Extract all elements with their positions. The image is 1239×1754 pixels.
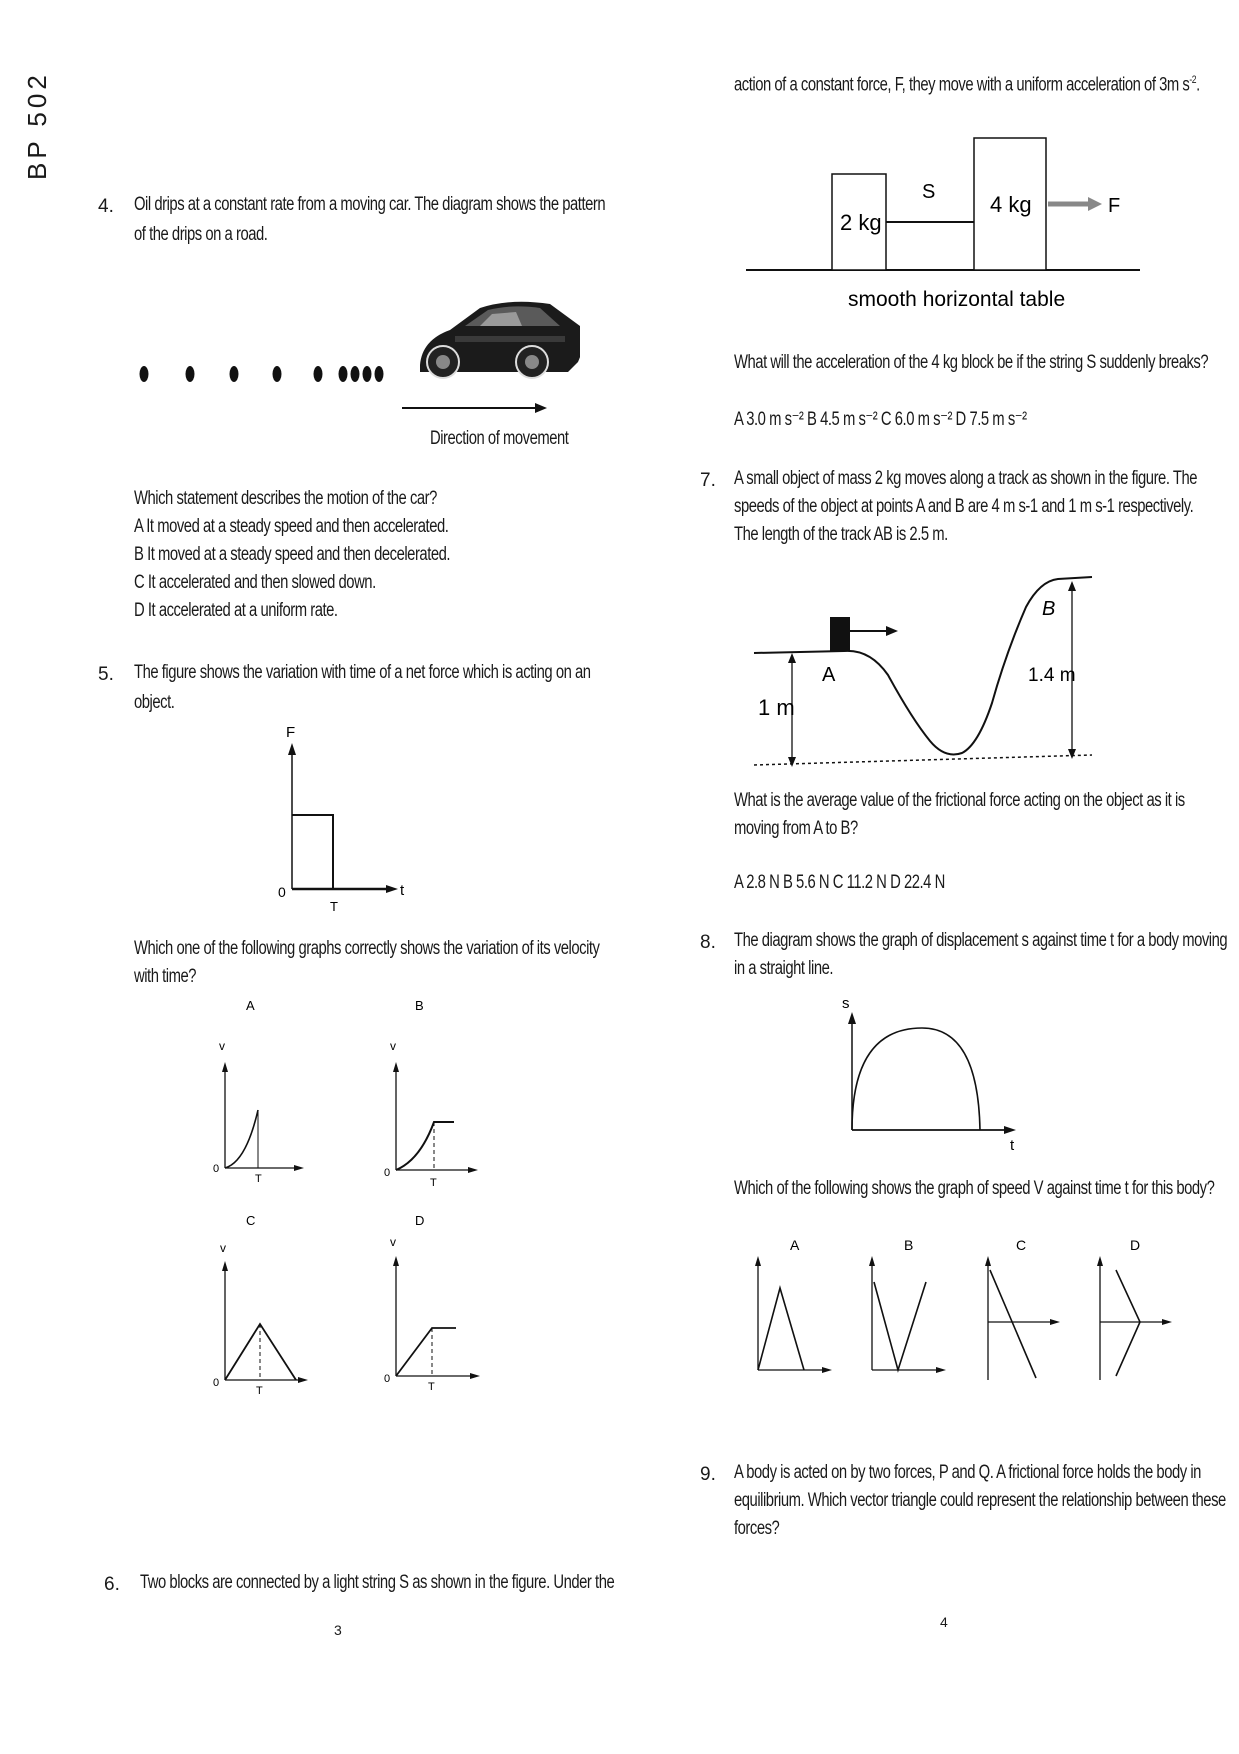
q5-question-line2: with time? — [134, 966, 197, 987]
page-number-right: 4 — [940, 1614, 948, 1630]
f-axis-arrowhead — [288, 743, 296, 755]
q8-text-line2: in a straight line. — [734, 958, 834, 979]
q8-option-graphs — [740, 1230, 1180, 1380]
q4-text-line1: Oil drips at a constant rate from a moving car. The diagram shows the pattern — [134, 194, 606, 215]
q6-text-line1: Two blocks are connected by a light string S as shown in the figure. Under the — [140, 1572, 615, 1593]
q6-options: A 3.0 m s⁻² B 4.5 m s⁻² C 6.0 m s⁻² D 7.5 m s⁻² — [734, 409, 1027, 430]
q8-graph-label-a: A — [790, 1237, 800, 1253]
force-label: F — [1108, 195, 1121, 217]
force-pulse — [292, 815, 333, 889]
height-1m-label: 1 m — [758, 695, 795, 720]
car-icon — [420, 302, 580, 378]
q4-number: 4. — [98, 196, 114, 217]
oil-drip — [339, 366, 348, 382]
q7-text-line1: A small object of mass 2 kg moves along a track as shown in the figure. The — [734, 468, 1198, 489]
point-b-label: B — [1042, 598, 1056, 620]
q6-question: What will the acceleration of the 4 kg block be if the string S suddenly breaks? — [734, 352, 1209, 373]
height-14m-label: 1.4 m — [1028, 665, 1076, 686]
origin-label: 0 — [278, 884, 286, 900]
q8-text-line1: The diagram shows the graph of displacement s against time t for a body moving — [734, 930, 1228, 951]
exam-code: BP 502 — [22, 71, 52, 180]
q4-option-a: A It moved at a steady speed and then accelerated. — [134, 516, 449, 537]
q4-text-line2: of the drips on a road. — [134, 224, 268, 245]
graph-label-c: C — [246, 1213, 256, 1228]
s-axis-label: s — [842, 995, 850, 1012]
q8-graph-c — [985, 1256, 1060, 1380]
graph-a-v-label: v — [219, 1039, 225, 1053]
q4-option-d: D It accelerated at a uniform rate. — [134, 600, 338, 621]
table-label: smooth horizontal table — [848, 288, 1066, 311]
q4-direction-label: Direction of movement — [430, 428, 569, 449]
graph-d-origin: 0 — [384, 1373, 391, 1385]
graph-b — [384, 1039, 478, 1189]
q9-number: 9. — [700, 1464, 716, 1485]
q8-graph-b — [869, 1256, 946, 1373]
velocity-arrowhead — [886, 626, 898, 636]
tick-T-label: T — [330, 899, 338, 914]
q8-graph-d — [1097, 1256, 1172, 1380]
graph-c-tick: T — [256, 1385, 263, 1397]
graph-d — [384, 1235, 480, 1393]
string-label: S — [922, 181, 936, 203]
q4-option-b: B It moved at a steady speed and then decelerated. — [134, 544, 451, 565]
q4-question: Which statement describes the motion of the car? — [134, 488, 437, 509]
q6-cont-end: . — [1196, 74, 1200, 96]
q9-text-line2: equilibrium. Which vector triangle could represent the relationship between these — [734, 1490, 1226, 1511]
page-number-left: 3 — [334, 1622, 342, 1638]
force-arrowhead — [1088, 197, 1102, 211]
f-axis-label: F — [286, 725, 296, 741]
q4-option-c: C It accelerated and then slowed down. — [134, 572, 376, 593]
q6-continuation — [734, 66, 1200, 99]
oil-drip — [351, 366, 360, 382]
q6-cont-text: action of a constant force, F, they move with a uniform acceleration of 3m s — [734, 74, 1190, 96]
q9-text-line3: forces? — [734, 1518, 780, 1539]
graph-b-v-label: v — [390, 1039, 396, 1053]
q7-text-line3: The length of the track AB is 2.5 m. — [734, 524, 948, 545]
graph-a-origin: 0 — [213, 1163, 220, 1175]
q6-number: 6. — [104, 1574, 120, 1595]
q8-number: 8. — [700, 932, 716, 953]
graph-d-tick: T — [428, 1381, 435, 1393]
graph-c-origin: 0 — [213, 1377, 220, 1389]
graph-a — [213, 1039, 304, 1185]
block-2kg-label: 2 kg — [840, 210, 882, 235]
q5-force-graph — [270, 725, 410, 925]
graph-label-d: D — [415, 1213, 425, 1228]
q8-graph-label-b: B — [904, 1237, 914, 1253]
graph-b-origin: 0 — [384, 1167, 391, 1179]
q7-text-line2: speeds of the object at points A and B are 4 m s-1 and 1 m s-1 respectively. — [734, 496, 1194, 517]
oil-drip — [375, 366, 384, 382]
object-block — [830, 617, 850, 651]
t-axis-arrowhead — [386, 885, 398, 893]
oil-drip — [186, 366, 195, 382]
q7-question-line2: moving from A to B? — [734, 818, 858, 839]
q5-number: 5. — [98, 664, 114, 685]
t-axis-label: t — [1010, 1137, 1015, 1154]
graph-c — [213, 1241, 308, 1397]
oil-drip — [140, 366, 149, 382]
graph-a-tick: T — [255, 1173, 262, 1185]
q8-graph-a — [755, 1256, 832, 1373]
q7-number: 7. — [700, 470, 716, 491]
graph-label-b: B — [415, 998, 424, 1013]
q8-graph-label-d: D — [1130, 1237, 1141, 1253]
oil-drip — [230, 366, 239, 382]
q5-question-line1: Which one of the following graphs correctly shows the variation of its velocity — [134, 938, 600, 959]
displacement-curve — [852, 1028, 980, 1130]
graph-b-tick: T — [430, 1177, 437, 1189]
q5-text-line1: The figure shows the variation with time of a net force which is acting on an — [134, 662, 591, 683]
q6-cont-sup: -2 — [1189, 74, 1197, 86]
direction-arrowhead — [535, 403, 547, 413]
q7-question-line1: What is the average value of the frictional force acting on the object as it is — [734, 790, 1185, 811]
graph-c-v-label: v — [220, 1241, 226, 1255]
ground-line — [754, 755, 1092, 765]
oil-drip — [314, 366, 323, 382]
t-axis-label: t — [400, 882, 405, 899]
oil-drip — [273, 366, 282, 382]
q5-option-graphs — [210, 990, 510, 1410]
q6-blocks-diagram — [740, 130, 1140, 330]
q8-question: Which of the following shows the graph of speed V against time t for this body? — [734, 1178, 1215, 1199]
q7-track-diagram — [740, 545, 1120, 775]
q9-text-line1: A body is acted on by two forces, P and Q. A frictional force holds the body in — [734, 1462, 1201, 1483]
graph-d-v-label: v — [390, 1235, 396, 1249]
q8-displacement-graph — [830, 988, 1030, 1158]
graph-label-a: A — [246, 998, 255, 1013]
point-a-label: A — [822, 664, 836, 686]
oil-drip — [363, 366, 372, 382]
q7-options: A 2.8 N B 5.6 N C 11.2 N D 22.4 N — [734, 872, 945, 893]
block-4kg-label: 4 kg — [990, 192, 1032, 217]
q5-text-line2: object. — [134, 692, 175, 713]
q8-graph-label-c: C — [1016, 1237, 1027, 1253]
